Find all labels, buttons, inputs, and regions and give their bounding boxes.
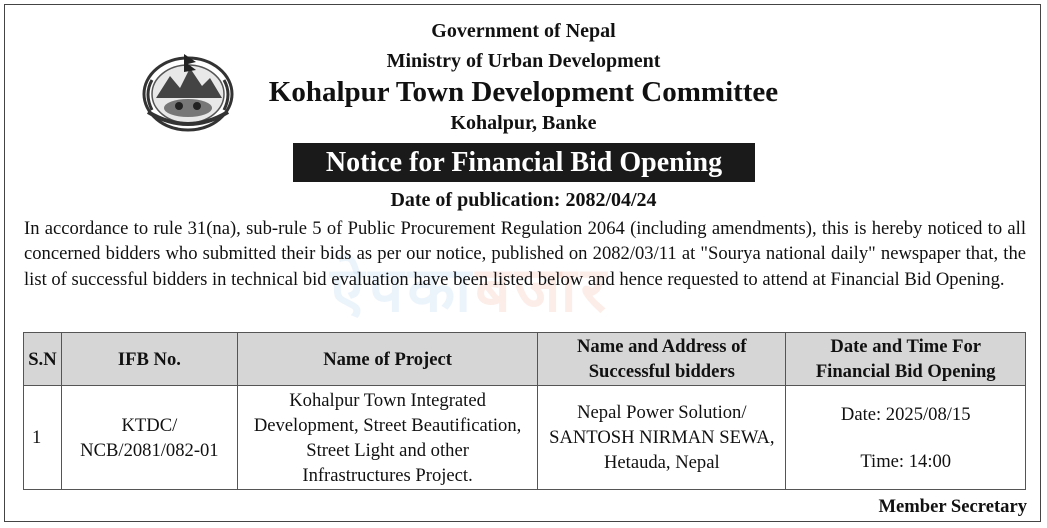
notice-body — [24, 216, 1026, 292]
body-line: In accordance to rule 31(na), sub-rule 5 of Public Procurement Regulation 2064 (including amendments), this is hereby — [24, 218, 923, 239]
header-sn: S.N — [24, 333, 62, 386]
cell-bidder-line: Hetauda, Nepal — [603, 452, 720, 473]
cell-date-time — [786, 386, 1026, 490]
cell-project-line: Development, Street Beautification, — [253, 414, 522, 436]
header-date-time — [786, 333, 1026, 386]
table-header-row — [24, 333, 1026, 386]
bidders-table — [23, 332, 1026, 490]
publication-date: Date of publication: 2082/04/24 — [390, 189, 657, 211]
ministry-heading: Ministry of Urban Development — [386, 50, 661, 72]
cell-project-line: Kohalpur Town Integrated — [289, 389, 486, 411]
location-heading: Kohalpur, Banke — [450, 112, 597, 134]
header-date-line: Financial Bid Opening — [815, 361, 996, 382]
header-date-line: Date and Time For — [830, 336, 982, 357]
header-bidder — [538, 333, 786, 386]
cell-project-line: Street Light and other — [306, 439, 469, 461]
cell-project-line: Infrastructures Project. — [302, 464, 473, 486]
cell-time: Time: 14:00 — [860, 450, 952, 472]
cell-sn: 1 — [24, 386, 62, 490]
cell-date: Date: 2025/08/15 — [840, 403, 971, 425]
header-bidder-line: Successful bidders — [588, 361, 735, 382]
watermark-part-2: बजार — [475, 253, 611, 326]
watermark-part-1: ऐपका — [330, 253, 476, 326]
committee-heading: Kohalpur Town Development Committee — [268, 76, 779, 108]
cell-project — [237, 386, 537, 490]
notice-title: Notice for Financial Bid Opening — [293, 143, 755, 182]
body-line: daily" newspaper that, the list of successful bidders in technical bid evaluation have been listed below and hence requested — [24, 243, 1027, 290]
header-project: Name of Project — [237, 333, 537, 386]
body-line: to attend at Financial Bid Opening. — [743, 268, 1005, 290]
signoff: Member Secretary — [878, 496, 1027, 517]
header-ifb: IFB No. — [61, 333, 237, 386]
cell-bidder-line: Nepal Power Solution/ — [577, 402, 747, 423]
cell-bidder-line: SANTOSH NIRMAN SEWA, — [549, 427, 775, 448]
government-heading: Government of Nepal — [431, 20, 616, 42]
cell-ifb — [61, 386, 237, 490]
cell-ifb-line: KTDC/ — [121, 414, 178, 436]
body-line: noticed to all concerned bidders who submitted their bids as per our notice, published on 2082/03/11 at "Sourya national — [24, 218, 1027, 265]
header-bidder-line: Name and Address of — [577, 336, 747, 357]
cell-ifb-line: NCB/2081/082-01 — [80, 439, 219, 461]
table-row — [24, 386, 1026, 490]
cell-bidder — [538, 386, 786, 490]
